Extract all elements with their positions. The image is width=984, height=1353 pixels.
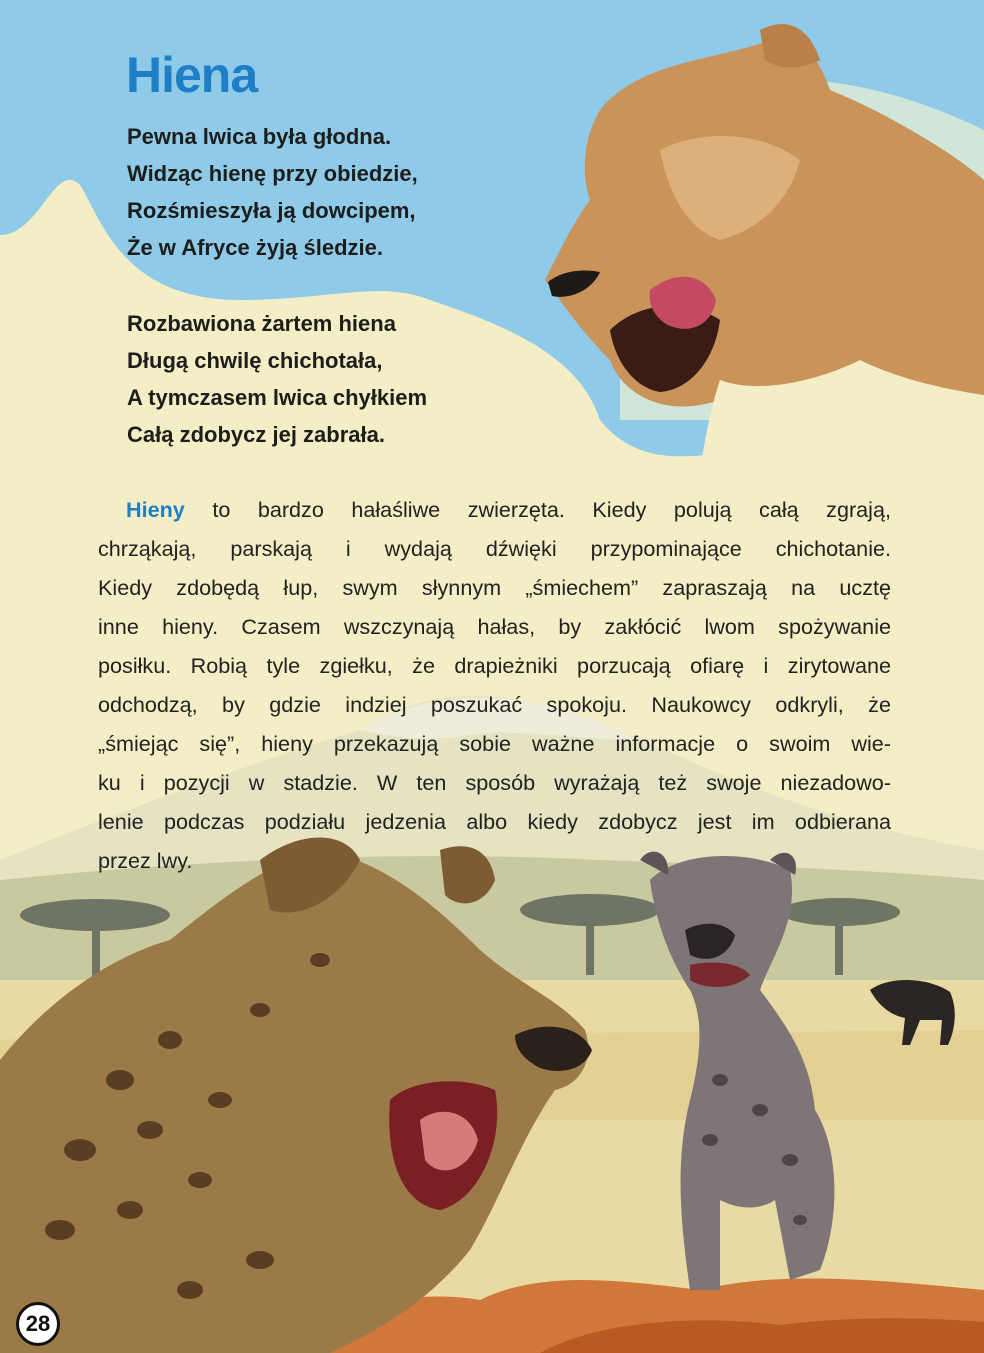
article-line-rest: to bardzo hałaśliwe zwierzęta. Kiedy polują całą zgrają, xyxy=(184,497,891,522)
poem-line: Rozbawiona żartem hiena xyxy=(127,311,396,336)
poem-line: Pewna lwica była głodna. xyxy=(127,124,392,149)
article-line: „śmiejąc się”, hieny przekazują sobie ważne informacje o swoim wie- xyxy=(98,731,891,756)
poem-line: A tymczasem lwica chyłkiem xyxy=(127,385,428,410)
article-line: posiłku. Robią tyle zgiełku, że drapieżniki porzucają ofiarę i zirytowane xyxy=(98,653,891,678)
poem-line: Widząc hienę przy obiedzie, xyxy=(127,161,418,186)
page-title: Hiena xyxy=(126,47,258,103)
article-line: Kiedy zdobędą łup, swym słynnym „śmiechem” zapraszają na ucztę xyxy=(98,575,891,600)
article-line: inne hieny. Czasem wszczynają hałas, by zakłócić lwom spożywanie xyxy=(98,614,891,639)
article-line: chrząkają, parskają i wydają dźwięki przypominające chichotanie. xyxy=(98,536,891,561)
article-highlight: Hieny xyxy=(126,497,185,522)
poem-line: Całą zdobycz jej zabrała. xyxy=(127,422,385,447)
article-line: ku i pozycji w stadzie. W ten sposób wyrażają też swoje niezadowo- xyxy=(98,770,891,795)
poem-stanza-1 xyxy=(127,118,418,266)
poem-line: Rozśmieszyła ją dowcipem, xyxy=(127,198,416,223)
poem-stanza-2 xyxy=(127,305,427,453)
poem-line: Długą chwilę chichotała, xyxy=(127,348,383,373)
article-text xyxy=(98,490,891,880)
poem-line: Że w Afryce żyją śledzie. xyxy=(127,235,383,260)
page-number: 28 xyxy=(16,1302,60,1346)
article-line xyxy=(98,490,891,529)
article-line: lenie podczas podziału jedzenia albo kiedy zdobycz jest im odbierana xyxy=(98,809,891,834)
article-line: przez lwy. xyxy=(98,848,193,873)
article-line: odchodzą, by gdzie indziej poszukać spokoju. Naukowcy odkryli, że xyxy=(98,692,891,717)
